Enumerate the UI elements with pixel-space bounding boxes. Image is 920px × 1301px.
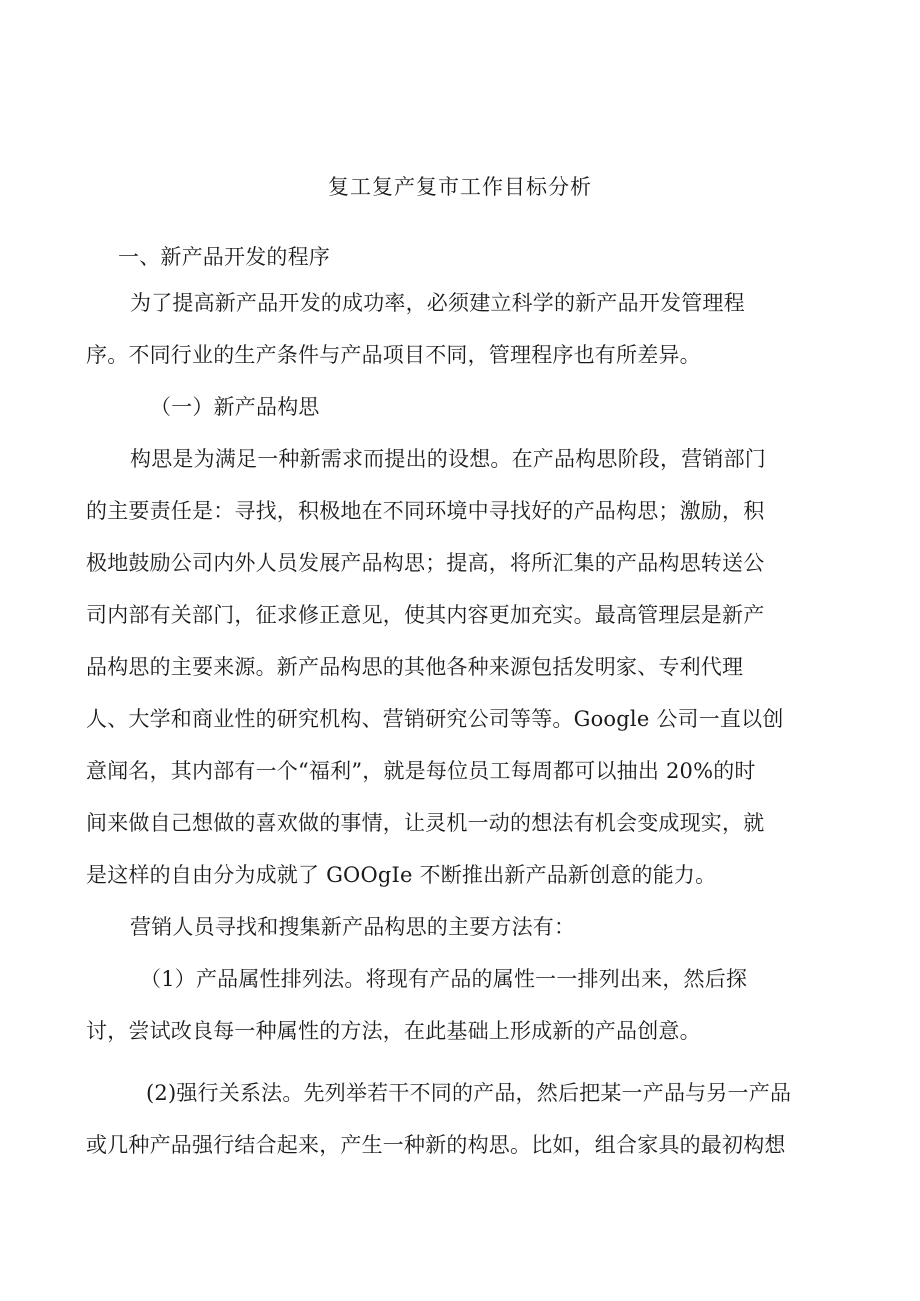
paragraph-line: 司内部有关部门，征求修正意见，使其内容更加充实。最高管理层是新产 (86, 603, 765, 627)
paragraph-line: 人、大学和商业性的研究机构、营销研究公司等等。Google 公司一直以创 (86, 707, 784, 731)
section-heading: 一、新产品开发的程序 (118, 245, 330, 269)
paragraph-line: 的主要责任是：寻找，积极地在不同环境中寻找好的产品构思；激励，积 (86, 499, 765, 523)
paragraph-line: 是这样的自由分为成就了 GOOgIe 不断推出新产品新创意的能力。 (86, 863, 717, 887)
paragraph-line: 品构思的主要来源。新产品构思的其他各种来源包括发明家、专利代理 (86, 655, 744, 679)
paragraph-line: 意闻名，其内部有一个“福利”，就是每位员工每周都可以抽出 20%的时 (86, 759, 756, 783)
paragraph-line: 为了提高新产品开发的成功率，必须建立科学的新产品开发管理程 (130, 291, 745, 315)
paragraph-line: 序。不同行业的生产条件与产品项目不同，管理程序也有所差异。 (86, 343, 701, 367)
paragraph-line: (2)强行关系法。先列举若干不同的产品，然后把某一产品与另一产品 (146, 1081, 792, 1105)
methods-intro: 营销人员寻找和搜集新产品构思的主要方法有： (130, 915, 576, 939)
document-title: 复工复产复市工作目标分析 (328, 175, 592, 199)
subsection-heading: （一）新产品构思 (150, 395, 320, 419)
paragraph-line: 讨，尝试改良每一种属性的方法，在此基础上形成新的产品创意。 (86, 1019, 701, 1043)
paragraph-line: 构思是为满足一种新需求而提出的设想。在产品构思阶段，营销部门 (130, 447, 766, 471)
paragraph-line: （1）产品属性排列法。将现有产品的属性一一排列出来，然后探 (140, 967, 748, 991)
paragraph-line: 极地鼓励公司内外人员发展产品构思；提高，将所汇集的产品构思转送公 (86, 551, 765, 575)
paragraph-line: 间来做自己想做的喜欢做的事情，让灵机一动的想法有机会变成现实，就 (86, 811, 765, 835)
paragraph-line: 或几种产品强行结合起来，产生一种新的构思。比如，组合家具的最初构想 (86, 1133, 786, 1157)
